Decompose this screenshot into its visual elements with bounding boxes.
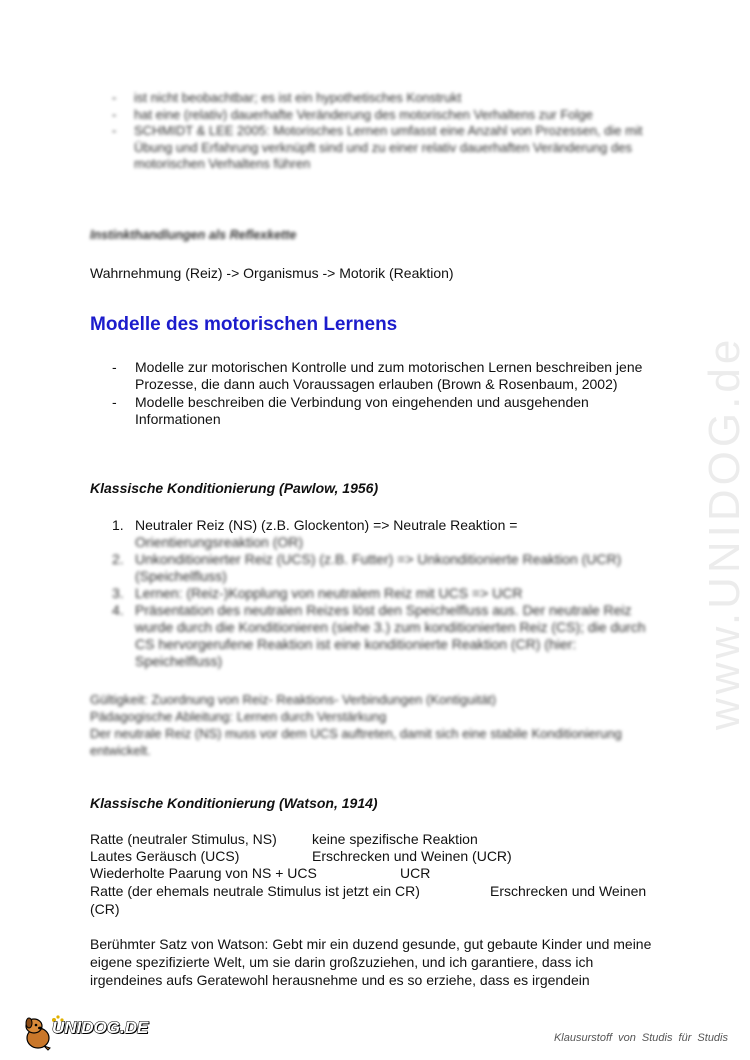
list-item-text: Neutraler Reiz (NS) (z.B. Glockenton) => Neutrale Reaktion =: [135, 517, 518, 533]
watson-row-left: Wiederholte Paarung von NS + UCS: [90, 865, 317, 881]
watson-quote: Berühmter Satz von Watson: Gebt mir ein duzend gesunde, gut gebaute Kinder und meine eigene spezifizierte Welt, um sie darin großzuziehen, und ich garantiere, dass ich irgendeines aufs Geratewohl herausnehme und es so erziehe, dass es irgendein: [90, 936, 652, 988]
list-item: - Modelle beschreiben die Verbindung von eingehenden und ausgehenden Informationen: [112, 394, 667, 428]
watson-row: [90, 865, 431, 882]
list-item-continuation: Orientierungsreaktion (OR): [135, 534, 304, 550]
note-line: Gültigkeit: Zuordnung von Reiz- Reaktions- Verbindungen (Kontiguität): [90, 692, 497, 707]
note-line: Pädagogische Ableitung: Lernen durch Verstärkung: [90, 709, 387, 724]
list-item: - hat eine (relativ) dauerhafte Veränderung des motorischen Verhaltens zur Folge: [112, 107, 652, 124]
list-item-text: Unkonditionierter Reiz (UCS) (z.B. Futter) => Unkonditionierte Reaktion (UCR) (Speichelfluss): [135, 551, 622, 584]
list-item-text: Lernen: (Reiz-)Kopplung von neutralem Reiz mit UCS => UCR: [135, 585, 523, 601]
watson-row: [90, 831, 478, 848]
watermark: www.UNIDOG.de: [700, 335, 749, 730]
list-item: - Modelle zur motorischen Kontrolle und zum motorischen Lernen beschreiben jene Prozesse, die dann auch Voraussagen erlauben (Brown & Rosenbaum, 2002): [112, 359, 667, 393]
watson-row-left: Lautes Geräusch (UCS): [90, 848, 240, 864]
watson-row-right: Erschrecken und Weinen: [490, 883, 647, 899]
watson-cr: (CR): [90, 901, 120, 917]
pawlow-numbered-list: [112, 517, 667, 670]
watson-row: [90, 848, 512, 865]
note-line: Der neutrale Reiz (NS) muss vor dem UCS auftreten, damit sich eine stabile Konditionierung entwickelt.: [90, 726, 622, 758]
footer-tagline: Klausurstoff von Studis für Studis: [553, 1032, 728, 1044]
watson-row-right: Erschrecken und Weinen (UCR): [312, 848, 512, 864]
list-item: [112, 585, 667, 602]
watson-heading: Klassische Konditionierung (Watson, 1914): [90, 795, 378, 811]
list-item-text: Präsentation des neutralen Reizes löst den Speichelfluss aus. Der neutrale Reiz wurde durch die Konditionieren (siehe 3.) zum konditionierten Reiz (CS); die durch CS hervorgerufene Reaktion ist eine konditionierte Reaktion (CR) (hier: Speichelfluss): [135, 602, 646, 669]
watson-row-right: keine spezifische Reaktion: [312, 831, 478, 847]
pawlow-notes: [90, 691, 650, 759]
section-title: Modelle des motorischen Lernens: [90, 314, 398, 335]
watson-row-left: Ratte (der ehemals neutrale Stimulus ist jetzt ein CR): [90, 883, 420, 899]
watson-row-right: UCR: [400, 865, 431, 881]
list-item: [112, 517, 667, 551]
watson-row: [90, 883, 647, 900]
top-bullet-list: [112, 90, 652, 173]
list-number: 1.: [112, 517, 124, 533]
list-item: [112, 551, 667, 585]
instinct-heading: Instinkthandlungen als Reflexkette: [90, 228, 297, 242]
logo-text: UNIDOG.DE: [52, 1018, 149, 1037]
model-list: [112, 359, 667, 429]
list-item: [112, 602, 667, 670]
list-item: - ist nicht beobachtbar; es ist ein hypothetisches Konstrukt: [112, 90, 652, 107]
perception-line: Wahrnehmung (Reiz) -> Organismus -> Motorik (Reaktion): [90, 265, 454, 281]
list-number: 4.: [112, 602, 124, 618]
list-item: - SCHMIDT & LEE 2005: Motorisches Lernen umfasst eine Anzahl von Prozessen, die mit Übung und Erfahrung verknüpft sind und zu einer relativ dauerhaften Veränderung des motorischen Verhaltens führen: [112, 123, 652, 173]
pawlow-heading: Klassische Konditionierung (Pawlow, 1956): [90, 480, 379, 496]
list-number: 3.: [112, 585, 124, 601]
watson-row-left: Ratte (neutraler Stimulus, NS): [90, 831, 277, 847]
list-number: 2.: [112, 551, 124, 567]
